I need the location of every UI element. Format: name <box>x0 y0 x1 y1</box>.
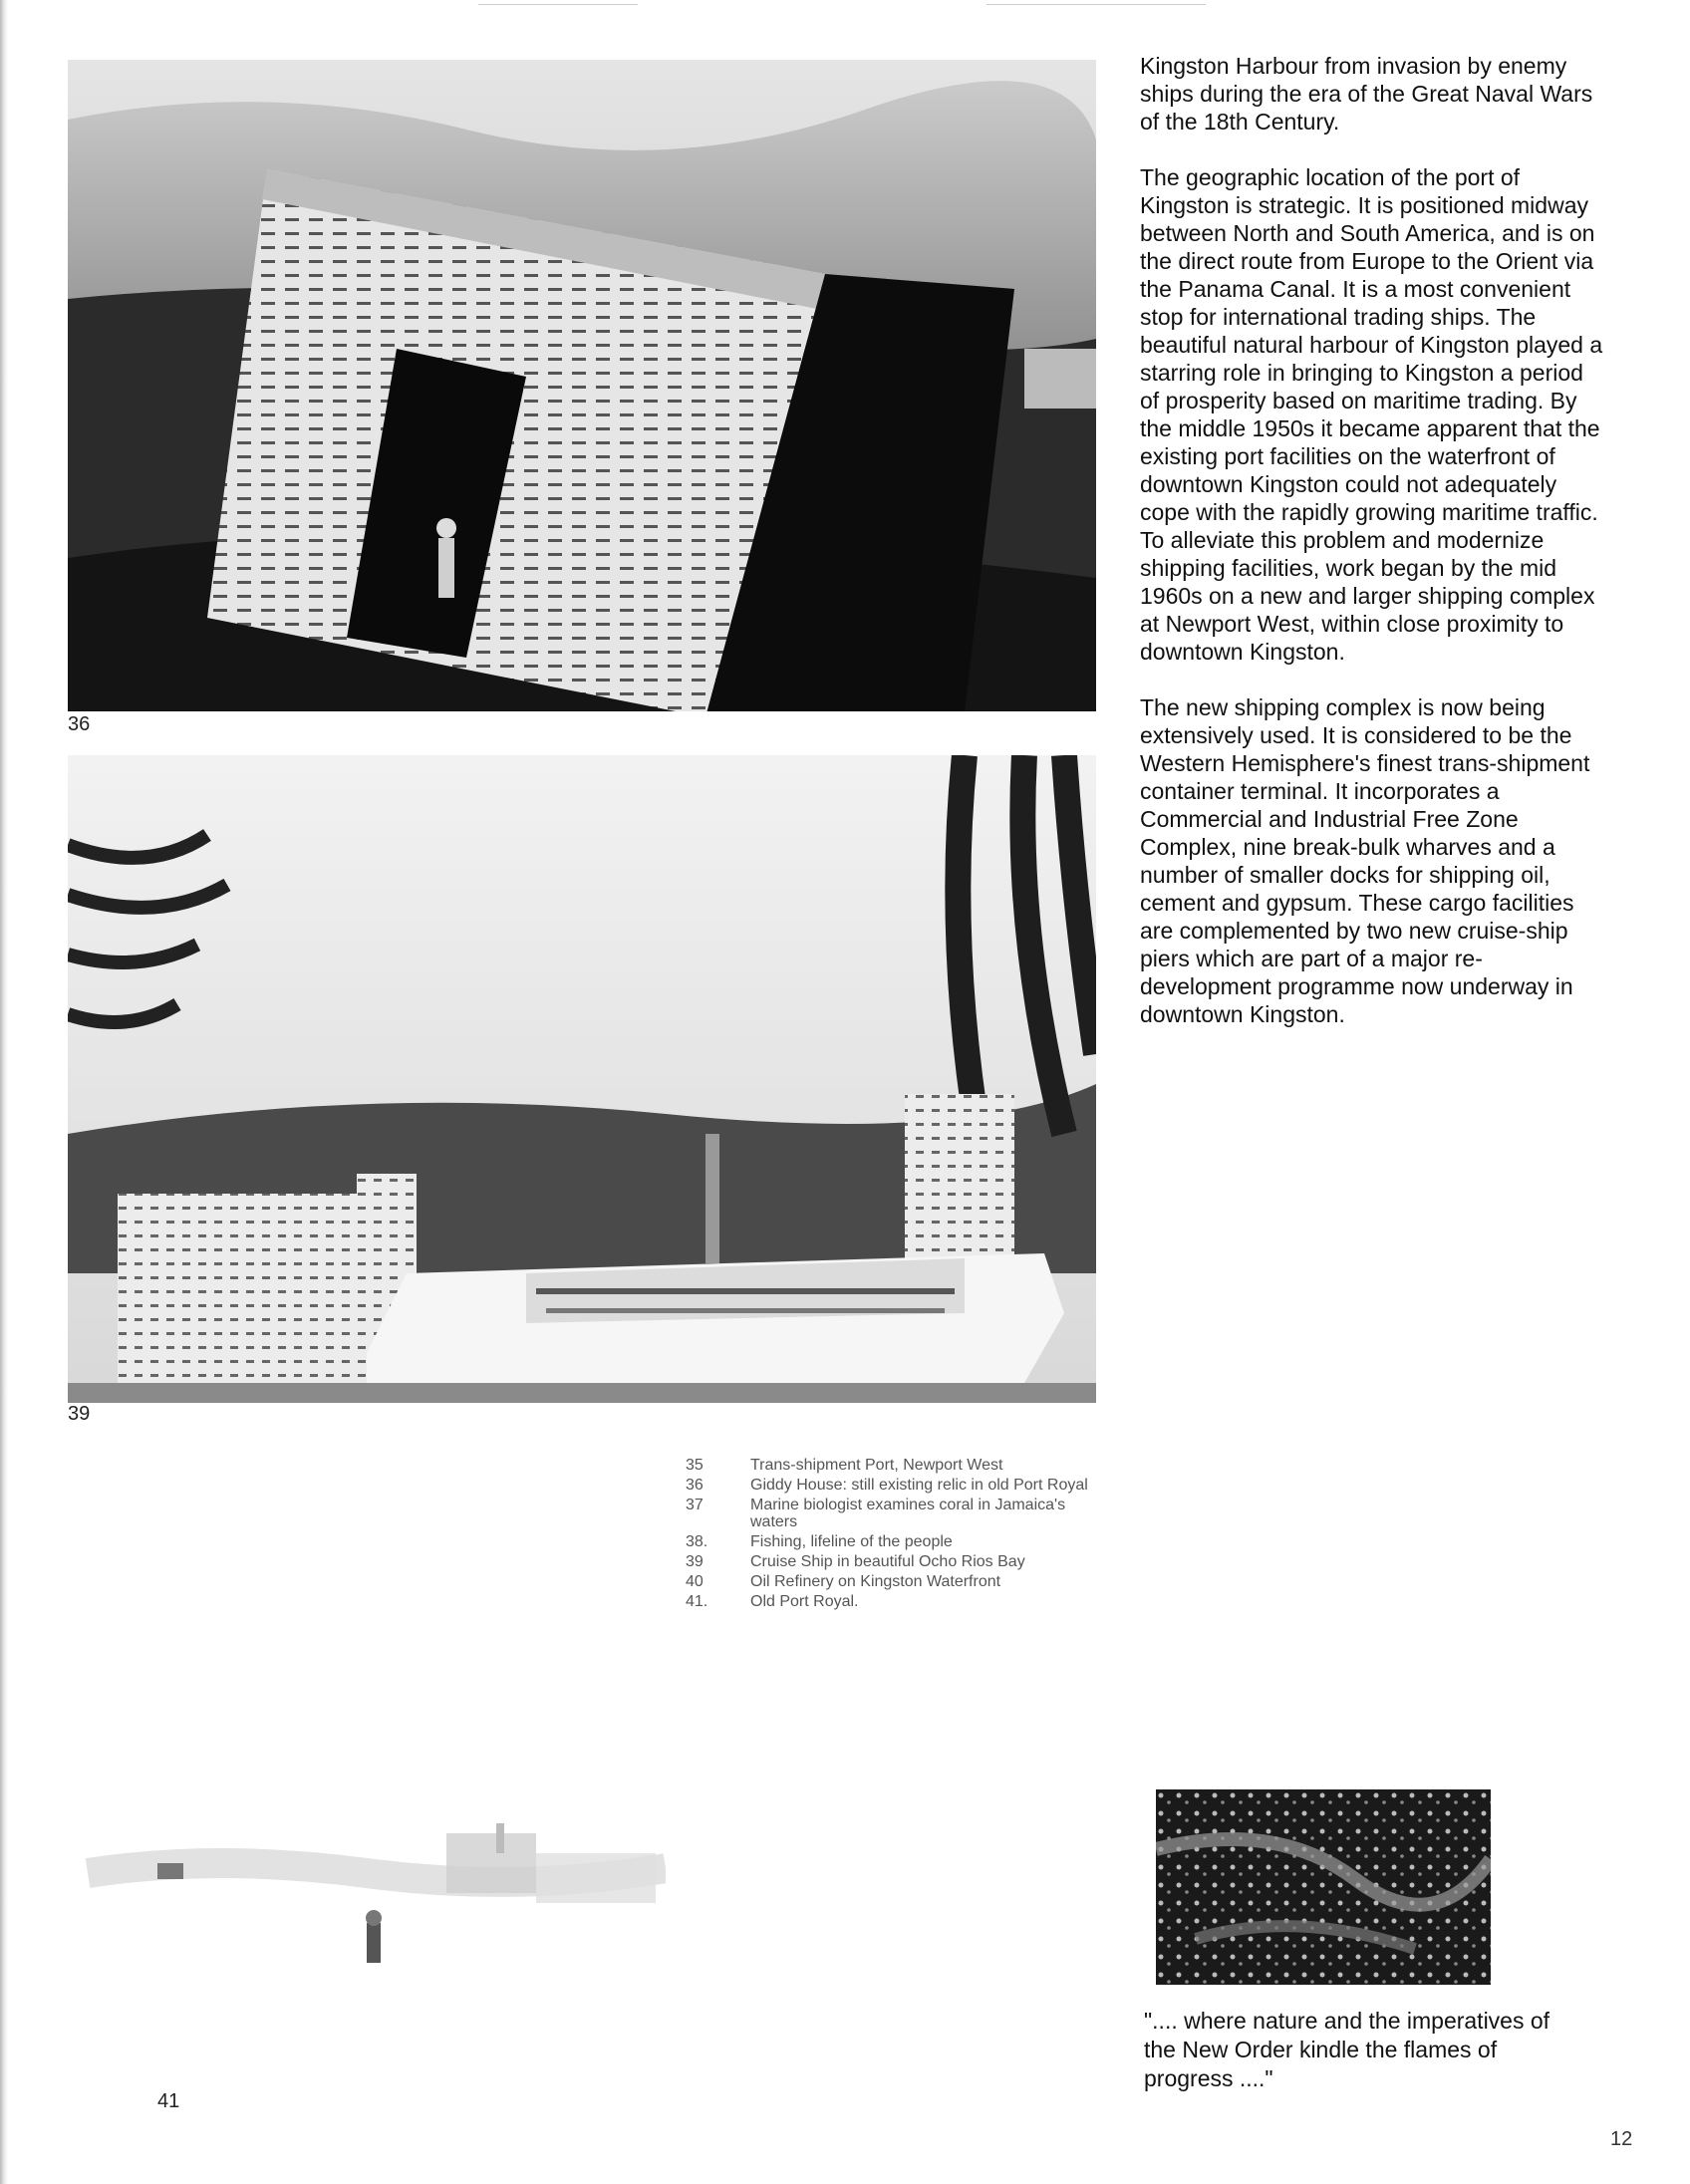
caption-number: 39 <box>686 1553 704 1570</box>
caption-text: Marine biologist examines coral in Jamaica's waters <box>750 1497 1066 1530</box>
caption-number: 35 <box>686 1457 704 1474</box>
caption-number: 40 <box>686 1573 704 1590</box>
caption-item <box>686 1553 1104 1570</box>
top-rule <box>478 4 638 5</box>
caption-text: Old Port Royal. <box>750 1593 859 1610</box>
caption-number: 41. <box>686 1593 708 1610</box>
body-paragraph: The new shipping complex is now being extensively used. It is considered to be the Western Hemisphere's finest trans-shipment container terminal. It incorporates a Commercial and Industrial Free Zone Complex, nine break-bulk wharves and a number of smaller docks for shipping oil, cement and gypsum. These cargo facilities are complemented by two new cruise-ship piers which are part of a major re-development programme now underway in downtown Kingston. <box>1140 694 1590 1027</box>
pull-quote: ".... where nature and the imperatives of the New Order kindle the flames of progress ...." <box>1144 2008 1550 2091</box>
body-paragraph: Kingston Harbour from invasion by enemy ships during the era of the Great Naval Wars of the 18th Century. <box>1140 53 1593 135</box>
binding-edge <box>0 0 8 2184</box>
caption-text: Oil Refinery on Kingston Waterfront <box>750 1573 1001 1590</box>
caption-item <box>686 1593 1104 1610</box>
caption-text: Fishing, lifeline of the people <box>750 1533 953 1550</box>
caption-number: 37 <box>686 1497 704 1513</box>
photo-cruise-ship <box>68 755 1096 1403</box>
photo-old-port-royal <box>68 1764 666 1983</box>
photo-giddy-house <box>68 60 1096 711</box>
caption-item <box>686 1497 1104 1530</box>
body-paragraph: The geographic location of the port of Kingston is strategic. It is positioned midway between North and South America, and is on the direct route from Europe to the Orient via the Panama Canal. It is a most convenient stop for international trading ships. The beautiful natural harbour of Kingston played a starring role in bringing to Kingston a period of prosperity based on maritime trading. By the middle 1950s it became apparent that the existing port facilities on the waterfront of downtown Kingston could not adequately cope with the rapidly growing maritime traffic. To alleviate this problem and modernize shipping facilities, work began by the mid 1960s on a new and larger shipping complex at Newport West, within close proximity to downtown Kingston. <box>1140 164 1603 665</box>
body-text <box>1140 52 1608 1056</box>
caption-text: Trans-shipment Port, Newport West <box>750 1457 1003 1474</box>
caption-item <box>686 1573 1104 1590</box>
top-rule <box>986 4 1206 5</box>
photo-coral <box>1156 1789 1491 1985</box>
caption-list <box>686 1457 1104 1613</box>
caption-text: Giddy House: still existing relic in old Port Royal <box>750 1477 1088 1494</box>
page-number: 12 <box>1610 2128 1633 2150</box>
caption-item <box>686 1533 1104 1550</box>
caption-text: Cruise Ship in beautiful Ocho Rios Bay <box>750 1553 1025 1570</box>
caption-number: 38. <box>686 1533 708 1550</box>
caption-item <box>686 1457 1104 1474</box>
figure-number: 36 <box>68 713 91 735</box>
caption-item <box>686 1477 1104 1494</box>
caption-number: 36 <box>686 1477 704 1494</box>
figure-number: 39 <box>68 1403 91 1425</box>
figure-number: 41 <box>157 2090 180 2112</box>
